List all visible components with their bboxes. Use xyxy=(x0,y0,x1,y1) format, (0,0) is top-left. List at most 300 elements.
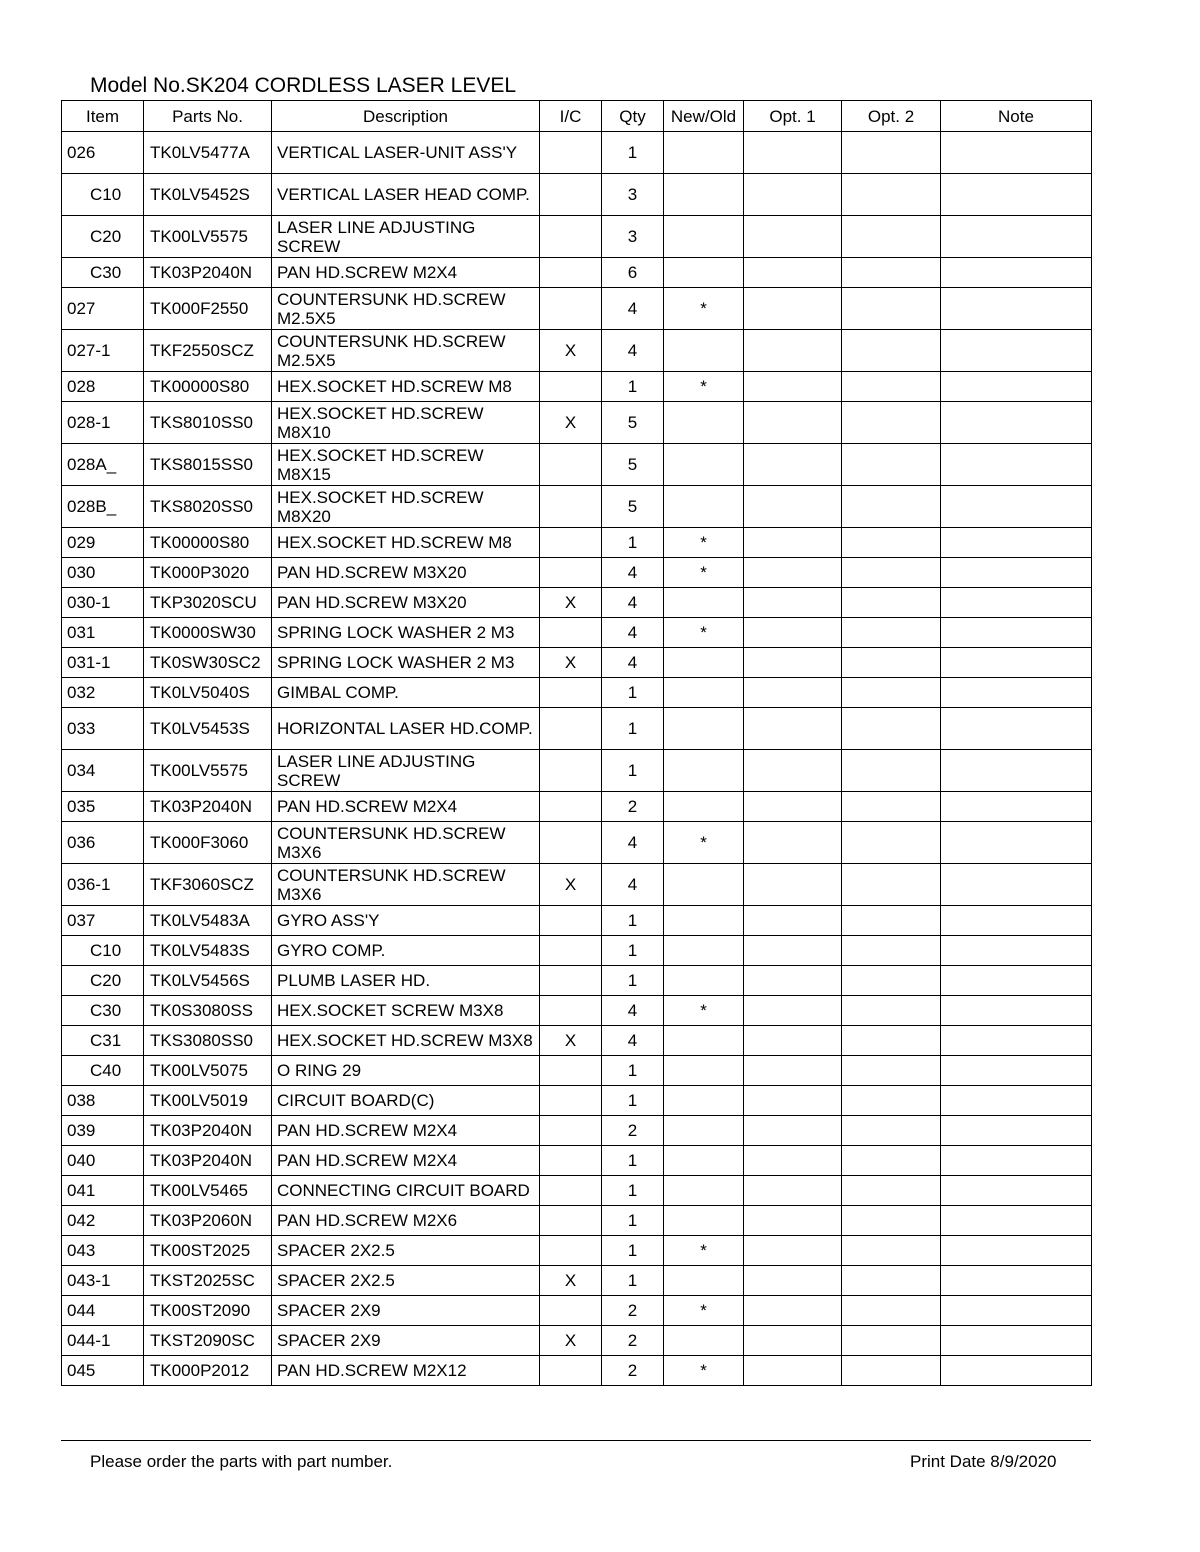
opt2-cell xyxy=(842,558,941,588)
item-cell: C40 xyxy=(62,1056,144,1086)
new-old-cell: * xyxy=(664,1236,744,1266)
item-cell: 026 xyxy=(62,132,144,174)
opt2-cell xyxy=(842,750,941,792)
table-row xyxy=(62,906,1092,936)
qty-cell: 6 xyxy=(602,258,664,288)
description-cell: SPACER 2X9 xyxy=(272,1326,540,1356)
new-old-cell xyxy=(664,1266,744,1296)
note-cell xyxy=(941,216,1092,258)
ic-cell xyxy=(540,1116,602,1146)
opt1-cell xyxy=(744,822,842,864)
part-number-cell: TK03P2040N xyxy=(144,1116,272,1146)
part-number-cell: TK00LV5019 xyxy=(144,1086,272,1116)
item-cell: 027 xyxy=(62,288,144,330)
opt1-cell xyxy=(744,906,842,936)
ic-cell xyxy=(540,936,602,966)
note-cell xyxy=(941,1326,1092,1356)
opt1-cell xyxy=(744,174,842,216)
description-cell: GIMBAL COMP. xyxy=(272,678,540,708)
part-number-cell: TK0SW30SC2 xyxy=(144,648,272,678)
opt2-cell xyxy=(842,822,941,864)
description-cell: SPACER 2X2.5 xyxy=(272,1236,540,1266)
opt2-cell xyxy=(842,648,941,678)
footer-order-note: Please order the parts with part number. xyxy=(90,1452,393,1471)
table-row xyxy=(62,618,1092,648)
opt2-cell xyxy=(842,618,941,648)
part-number-cell: TK03P2040N xyxy=(144,1146,272,1176)
note-cell xyxy=(941,174,1092,216)
opt1-cell xyxy=(744,216,842,258)
column-header-opt2: Opt. 2 xyxy=(842,101,941,132)
new-old-cell: * xyxy=(664,288,744,330)
ic-cell xyxy=(540,528,602,558)
item-cell: 037 xyxy=(62,906,144,936)
item-cell: C10 xyxy=(62,174,144,216)
new-old-cell xyxy=(664,132,744,174)
new-old-cell: * xyxy=(664,822,744,864)
opt1-cell xyxy=(744,1326,842,1356)
table-row xyxy=(62,708,1092,750)
new-old-cell xyxy=(664,1206,744,1236)
opt1-cell xyxy=(744,864,842,906)
qty-cell: 2 xyxy=(602,792,664,822)
description-cell: LASER LINE ADJUSTING SCREW xyxy=(272,216,540,258)
new-old-cell xyxy=(664,708,744,750)
description-cell: HEX.SOCKET HD.SCREW M8 xyxy=(272,528,540,558)
opt2-cell xyxy=(842,330,941,372)
opt2-cell xyxy=(842,864,941,906)
part-number-cell: TK000P3020 xyxy=(144,558,272,588)
ic-cell: X xyxy=(540,402,602,444)
new-old-cell xyxy=(664,792,744,822)
description-cell: PAN HD.SCREW M3X20 xyxy=(272,558,540,588)
ic-cell: X xyxy=(540,588,602,618)
table-row xyxy=(62,132,1092,174)
opt1-cell xyxy=(744,792,842,822)
table-row xyxy=(62,486,1092,528)
opt2-cell xyxy=(842,174,941,216)
description-cell: SPACER 2X9 xyxy=(272,1296,540,1326)
note-cell xyxy=(941,1266,1092,1296)
opt2-cell xyxy=(842,1146,941,1176)
description-cell: VERTICAL LASER HEAD COMP. xyxy=(272,174,540,216)
qty-cell: 1 xyxy=(602,708,664,750)
part-number-cell: TK0S3080SS xyxy=(144,996,272,1026)
opt2-cell xyxy=(842,678,941,708)
part-number-cell: TK03P2060N xyxy=(144,1206,272,1236)
opt1-cell xyxy=(744,936,842,966)
table-row xyxy=(62,1326,1092,1356)
ic-cell xyxy=(540,1296,602,1326)
part-number-cell: TKST2090SC xyxy=(144,1326,272,1356)
description-cell: PAN HD.SCREW M2X4 xyxy=(272,792,540,822)
new-old-cell xyxy=(664,1146,744,1176)
opt2-cell xyxy=(842,132,941,174)
opt1-cell xyxy=(744,558,842,588)
opt1-cell xyxy=(744,588,842,618)
ic-cell xyxy=(540,1146,602,1176)
note-cell xyxy=(941,588,1092,618)
table-row xyxy=(62,648,1092,678)
note-cell xyxy=(941,372,1092,402)
note-cell xyxy=(941,1146,1092,1176)
qty-cell: 4 xyxy=(602,558,664,588)
new-old-cell xyxy=(664,906,744,936)
table-row xyxy=(62,864,1092,906)
item-cell: 039 xyxy=(62,1116,144,1146)
ic-cell: X xyxy=(540,648,602,678)
description-cell: HEX.SOCKET HD.SCREW M8X10 xyxy=(272,402,540,444)
ic-cell xyxy=(540,486,602,528)
description-cell: PAN HD.SCREW M3X20 xyxy=(272,588,540,618)
description-cell: COUNTERSUNK HD.SCREW M2.5X5 xyxy=(272,330,540,372)
opt1-cell xyxy=(744,708,842,750)
qty-cell: 4 xyxy=(602,1026,664,1056)
note-cell xyxy=(941,792,1092,822)
ic-cell xyxy=(540,1086,602,1116)
table-row xyxy=(62,402,1092,444)
ic-cell xyxy=(540,288,602,330)
new-old-cell: * xyxy=(664,996,744,1026)
description-cell: CIRCUIT BOARD(C) xyxy=(272,1086,540,1116)
note-cell xyxy=(941,1056,1092,1086)
new-old-cell: * xyxy=(664,558,744,588)
table-row xyxy=(62,558,1092,588)
item-cell: 032 xyxy=(62,678,144,708)
item-cell: 029 xyxy=(62,528,144,558)
part-number-cell: TK00LV5575 xyxy=(144,750,272,792)
column-header-description: Description xyxy=(272,101,540,132)
item-cell: C20 xyxy=(62,216,144,258)
note-cell xyxy=(941,1026,1092,1056)
note-cell xyxy=(941,648,1092,678)
part-number-cell: TK00ST2090 xyxy=(144,1296,272,1326)
part-number-cell: TKF3060SCZ xyxy=(144,864,272,906)
opt1-cell xyxy=(744,1176,842,1206)
table-row xyxy=(62,966,1092,996)
qty-cell: 5 xyxy=(602,444,664,486)
part-number-cell: TKS8015SS0 xyxy=(144,444,272,486)
note-cell xyxy=(941,996,1092,1026)
part-number-cell: TK00LV5465 xyxy=(144,1176,272,1206)
note-cell xyxy=(941,750,1092,792)
column-header-ic: I/C xyxy=(540,101,602,132)
qty-cell: 1 xyxy=(602,750,664,792)
note-cell xyxy=(941,444,1092,486)
description-cell: PAN HD.SCREW M2X4 xyxy=(272,1116,540,1146)
table-row xyxy=(62,1116,1092,1146)
description-cell: HORIZONTAL LASER HD.COMP. xyxy=(272,708,540,750)
opt1-cell xyxy=(744,330,842,372)
ic-cell xyxy=(540,216,602,258)
opt2-cell xyxy=(842,528,941,558)
table-row xyxy=(62,1086,1092,1116)
table-row xyxy=(62,288,1092,330)
qty-cell: 1 xyxy=(602,1146,664,1176)
note-cell xyxy=(941,966,1092,996)
new-old-cell xyxy=(664,174,744,216)
note-cell xyxy=(941,1116,1092,1146)
qty-cell: 1 xyxy=(602,936,664,966)
qty-cell: 1 xyxy=(602,372,664,402)
note-cell xyxy=(941,528,1092,558)
footer-divider xyxy=(61,1440,1091,1441)
ic-cell xyxy=(540,792,602,822)
part-number-cell: TK0LV5483S xyxy=(144,936,272,966)
qty-cell: 1 xyxy=(602,1206,664,1236)
qty-cell: 1 xyxy=(602,1266,664,1296)
opt2-cell xyxy=(842,1296,941,1326)
item-cell: 038 xyxy=(62,1086,144,1116)
opt1-cell xyxy=(744,750,842,792)
table-row xyxy=(62,216,1092,258)
opt2-cell xyxy=(842,216,941,258)
table-row xyxy=(62,1026,1092,1056)
part-number-cell: TK00000S80 xyxy=(144,528,272,558)
note-cell xyxy=(941,1356,1092,1386)
qty-cell: 1 xyxy=(602,132,664,174)
description-cell: LASER LINE ADJUSTING SCREW xyxy=(272,750,540,792)
ic-cell xyxy=(540,1236,602,1266)
part-number-cell: TKST2025SC xyxy=(144,1266,272,1296)
description-cell: O RING 29 xyxy=(272,1056,540,1086)
new-old-cell: * xyxy=(664,1356,744,1386)
opt2-cell xyxy=(842,1056,941,1086)
description-cell: GYRO ASS'Y xyxy=(272,906,540,936)
new-old-cell xyxy=(664,402,744,444)
table-row xyxy=(62,996,1092,1026)
description-cell: PLUMB LASER HD. xyxy=(272,966,540,996)
part-number-cell: TK03P2040N xyxy=(144,258,272,288)
ic-cell xyxy=(540,132,602,174)
item-cell: 036 xyxy=(62,822,144,864)
note-cell xyxy=(941,936,1092,966)
ic-cell xyxy=(540,906,602,936)
description-cell: SPACER 2X2.5 xyxy=(272,1266,540,1296)
ic-cell xyxy=(540,1206,602,1236)
table-row xyxy=(62,174,1092,216)
item-cell: C31 xyxy=(62,1026,144,1056)
new-old-cell xyxy=(664,486,744,528)
qty-cell: 1 xyxy=(602,1176,664,1206)
opt2-cell xyxy=(842,906,941,936)
opt2-cell xyxy=(842,402,941,444)
item-cell: C20 xyxy=(62,966,144,996)
item-cell: C10 xyxy=(62,936,144,966)
opt2-cell xyxy=(842,1116,941,1146)
table-row xyxy=(62,1056,1092,1086)
ic-cell xyxy=(540,444,602,486)
opt2-cell xyxy=(842,996,941,1026)
new-old-cell xyxy=(664,966,744,996)
table-row xyxy=(62,444,1092,486)
qty-cell: 4 xyxy=(602,588,664,618)
item-cell: 044-1 xyxy=(62,1326,144,1356)
item-cell: C30 xyxy=(62,996,144,1026)
note-cell xyxy=(941,1296,1092,1326)
ic-cell xyxy=(540,678,602,708)
note-cell xyxy=(941,288,1092,330)
part-number-cell: TK0LV5452S xyxy=(144,174,272,216)
ic-cell xyxy=(540,966,602,996)
part-number-cell: TKS8020SS0 xyxy=(144,486,272,528)
opt1-cell xyxy=(744,1266,842,1296)
opt2-cell xyxy=(842,288,941,330)
item-cell: 030-1 xyxy=(62,588,144,618)
note-cell xyxy=(941,708,1092,750)
item-cell: 034 xyxy=(62,750,144,792)
table-row xyxy=(62,1236,1092,1266)
opt1-cell xyxy=(744,1146,842,1176)
ic-cell: X xyxy=(540,864,602,906)
note-cell xyxy=(941,1206,1092,1236)
note-cell xyxy=(941,618,1092,648)
note-cell xyxy=(941,1176,1092,1206)
opt1-cell xyxy=(744,966,842,996)
ic-cell xyxy=(540,822,602,864)
item-cell: 035 xyxy=(62,792,144,822)
description-cell: COUNTERSUNK HD.SCREW M2.5X5 xyxy=(272,288,540,330)
new-old-cell: * xyxy=(664,1296,744,1326)
note-cell xyxy=(941,258,1092,288)
ic-cell: X xyxy=(540,1266,602,1296)
note-cell xyxy=(941,402,1092,444)
new-old-cell xyxy=(664,936,744,966)
ic-cell xyxy=(540,618,602,648)
ic-cell xyxy=(540,996,602,1026)
column-header-item: Item xyxy=(62,101,144,132)
part-number-cell: TK000F3060 xyxy=(144,822,272,864)
opt1-cell xyxy=(744,1116,842,1146)
table-row xyxy=(62,1296,1092,1326)
qty-cell: 2 xyxy=(602,1296,664,1326)
note-cell xyxy=(941,330,1092,372)
item-cell: 028-1 xyxy=(62,402,144,444)
item-cell: 027-1 xyxy=(62,330,144,372)
ic-cell xyxy=(540,1056,602,1086)
qty-cell: 1 xyxy=(602,528,664,558)
new-old-cell xyxy=(664,1326,744,1356)
item-cell: 031 xyxy=(62,618,144,648)
description-cell: GYRO COMP. xyxy=(272,936,540,966)
qty-cell: 1 xyxy=(602,966,664,996)
opt2-cell xyxy=(842,1326,941,1356)
new-old-cell xyxy=(664,1176,744,1206)
note-cell xyxy=(941,822,1092,864)
part-number-cell: TKS3080SS0 xyxy=(144,1026,272,1056)
opt2-cell xyxy=(842,1356,941,1386)
new-old-cell xyxy=(664,258,744,288)
opt2-cell xyxy=(842,444,941,486)
document-title: Model No.SK204 CORDLESS LASER LEVEL xyxy=(90,74,517,97)
opt2-cell xyxy=(842,1266,941,1296)
note-cell xyxy=(941,132,1092,174)
description-cell: SPRING LOCK WASHER 2 M3 xyxy=(272,618,540,648)
opt2-cell xyxy=(842,486,941,528)
opt2-cell xyxy=(842,258,941,288)
description-cell: HEX.SOCKET HD.SCREW M8X15 xyxy=(272,444,540,486)
note-cell xyxy=(941,486,1092,528)
qty-cell: 4 xyxy=(602,864,664,906)
description-cell: PAN HD.SCREW M2X12 xyxy=(272,1356,540,1386)
ic-cell xyxy=(540,558,602,588)
part-number-cell: TK0LV5456S xyxy=(144,966,272,996)
column-header-note: Note xyxy=(941,101,1092,132)
item-cell: 028B_ xyxy=(62,486,144,528)
opt2-cell xyxy=(842,372,941,402)
qty-cell: 5 xyxy=(602,402,664,444)
description-cell: HEX.SOCKET HD.SCREW M3X8 xyxy=(272,1026,540,1056)
opt1-cell xyxy=(744,996,842,1026)
opt1-cell xyxy=(744,486,842,528)
part-number-cell: TK0LV5040S xyxy=(144,678,272,708)
part-number-cell: TKF2550SCZ xyxy=(144,330,272,372)
ic-cell xyxy=(540,708,602,750)
ic-cell: X xyxy=(540,1026,602,1056)
parts-table-body xyxy=(62,132,1092,1386)
table-row xyxy=(62,936,1092,966)
qty-cell: 4 xyxy=(602,618,664,648)
description-cell: PAN HD.SCREW M2X4 xyxy=(272,1146,540,1176)
note-cell xyxy=(941,1236,1092,1266)
new-old-cell xyxy=(664,864,744,906)
opt2-cell xyxy=(842,1236,941,1266)
new-old-cell xyxy=(664,1056,744,1086)
description-cell: PAN HD.SCREW M2X4 xyxy=(272,258,540,288)
new-old-cell xyxy=(664,678,744,708)
table-header-row xyxy=(62,101,1092,132)
item-cell: 045 xyxy=(62,1356,144,1386)
opt1-cell xyxy=(744,528,842,558)
item-cell: C30 xyxy=(62,258,144,288)
ic-cell: X xyxy=(540,1326,602,1356)
qty-cell: 2 xyxy=(602,1356,664,1386)
table-row xyxy=(62,822,1092,864)
opt1-cell xyxy=(744,132,842,174)
part-number-cell: TKP3020SCU xyxy=(144,588,272,618)
description-cell: CONNECTING CIRCUIT BOARD xyxy=(272,1176,540,1206)
item-cell: 036-1 xyxy=(62,864,144,906)
item-cell: 033 xyxy=(62,708,144,750)
description-cell: SPRING LOCK WASHER 2 M3 xyxy=(272,648,540,678)
description-cell: COUNTERSUNK HD.SCREW M3X6 xyxy=(272,822,540,864)
item-cell: 041 xyxy=(62,1176,144,1206)
qty-cell: 1 xyxy=(602,1236,664,1266)
part-number-cell: TK0LV5483A xyxy=(144,906,272,936)
footer-print-date: Print Date 8/9/2020 xyxy=(910,1452,1057,1471)
table-row xyxy=(62,258,1092,288)
qty-cell: 4 xyxy=(602,288,664,330)
item-cell: 042 xyxy=(62,1206,144,1236)
qty-cell: 4 xyxy=(602,330,664,372)
opt2-cell xyxy=(842,966,941,996)
item-cell: 044 xyxy=(62,1296,144,1326)
new-old-cell xyxy=(664,588,744,618)
table-row xyxy=(62,1176,1092,1206)
new-old-cell xyxy=(664,648,744,678)
note-cell xyxy=(941,558,1092,588)
opt1-cell xyxy=(744,444,842,486)
opt1-cell xyxy=(744,1086,842,1116)
opt2-cell xyxy=(842,588,941,618)
item-cell: 043 xyxy=(62,1236,144,1266)
table-row xyxy=(62,1206,1092,1236)
part-number-cell: TK000P2012 xyxy=(144,1356,272,1386)
table-row xyxy=(62,792,1092,822)
part-number-cell: TK0LV5477A xyxy=(144,132,272,174)
opt2-cell xyxy=(842,1206,941,1236)
item-cell: 043-1 xyxy=(62,1266,144,1296)
